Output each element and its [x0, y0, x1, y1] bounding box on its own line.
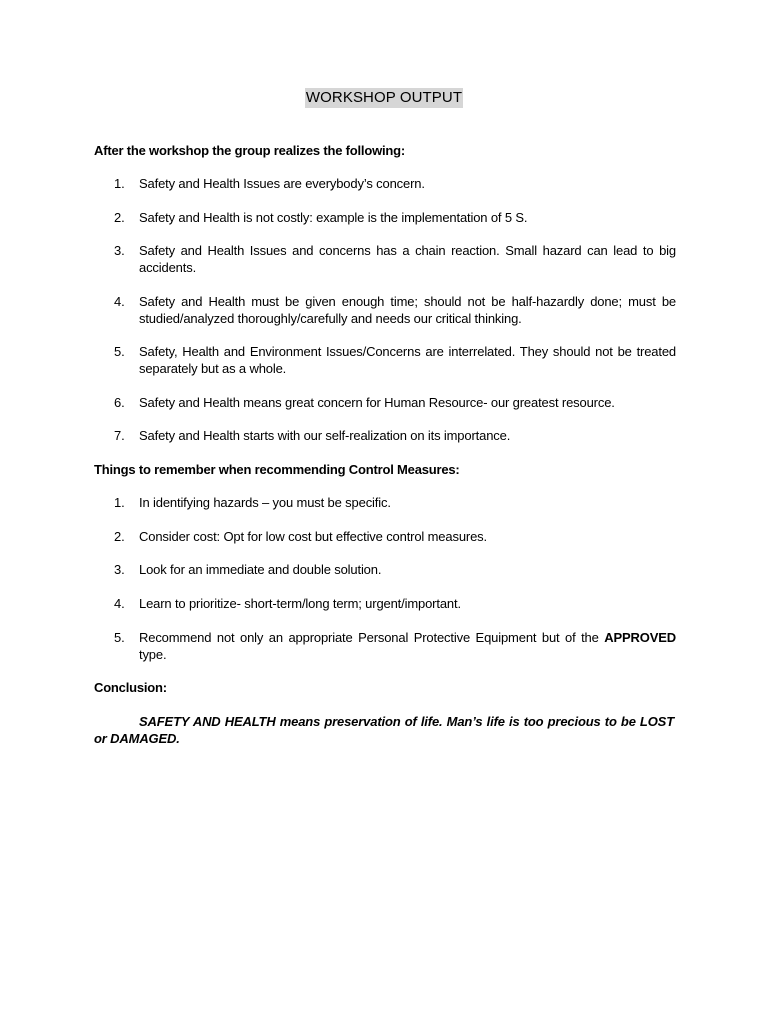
list-item-number: 3. — [114, 243, 125, 258]
list-item-text: Safety and Health means great concern for Human Resource- our greatest resource. — [139, 395, 615, 410]
list-item — [114, 209, 676, 226]
list-item-number: 3. — [114, 562, 125, 577]
conclusion-text: SAFETY AND HEALTH means preservation of life. Man’s life is too precious to be LOST or DAMAGED. — [94, 714, 674, 746]
list-item — [114, 561, 676, 578]
approved-emphasis: APPROVED — [604, 630, 676, 645]
list-item-number: 4. — [114, 596, 125, 611]
list-item-number: 5. — [114, 630, 125, 645]
list-item-text: Safety and Health must be given enough time; should not be half-hazardly done; must be studied/analyzed thoroughly/carefully and needs our critical thinking. — [139, 294, 676, 326]
page-title: WORKSHOP OUTPUT — [305, 89, 463, 106]
list-item-number: 5. — [114, 344, 125, 359]
list-item-number: 4. — [114, 294, 125, 309]
list-item-text: Safety and Health Issues and concerns has a chain reaction. Small hazard can lead to big accidents. — [139, 243, 676, 275]
list-item-text: Safety, Health and Environment Issues/Concerns are interrelated. They should not be treated separately but as a whole. — [139, 344, 676, 376]
list-item — [114, 343, 676, 377]
list-item — [114, 494, 676, 511]
list-item-number: 2. — [114, 529, 125, 544]
list-item-number: 1. — [114, 495, 125, 510]
list-item-text: Learn to prioritize- short-term/long term; urgent/important. — [139, 596, 461, 611]
list-item-text: Safety and Health starts with our self-realization on its importance. — [139, 428, 511, 443]
list-item — [114, 629, 676, 663]
section-heading-control-measures: Things to remember when recommending Control Measures: — [94, 462, 460, 477]
list-item-number: 6. — [114, 395, 125, 410]
list-item-text: Consider cost: Opt for low cost but effective control measures. — [139, 529, 487, 544]
list-item-number: 2. — [114, 210, 125, 225]
section-heading-realizations: After the workshop the group realizes the following: — [94, 143, 406, 158]
list-item — [114, 175, 676, 192]
list-item — [114, 293, 676, 327]
list-item-text-start: Recommend not only an appropriate Personal Protective Equipment but of the — [139, 630, 605, 645]
list-item-text: Safety and Health Issues are everybody’s concern. — [139, 176, 425, 191]
list-item — [114, 242, 676, 276]
list-item — [114, 528, 676, 545]
title-container — [0, 88, 768, 108]
list-item — [114, 595, 676, 612]
list-item-text: Look for an immediate and double solution. — [139, 562, 382, 577]
list-item-text — [139, 629, 676, 663]
list-item-number: 1. — [114, 176, 125, 191]
list-item — [114, 427, 676, 444]
list-item-text-end: type. — [139, 647, 167, 662]
list-item-number: 7. — [114, 428, 125, 443]
list-item — [114, 394, 676, 411]
list-item-text: In identifying hazards – you must be specific. — [139, 495, 391, 510]
list-item-text: Safety and Health is not costly: example is the implementation of 5 S. — [139, 210, 528, 225]
conclusion-heading: Conclusion: — [94, 680, 167, 695]
